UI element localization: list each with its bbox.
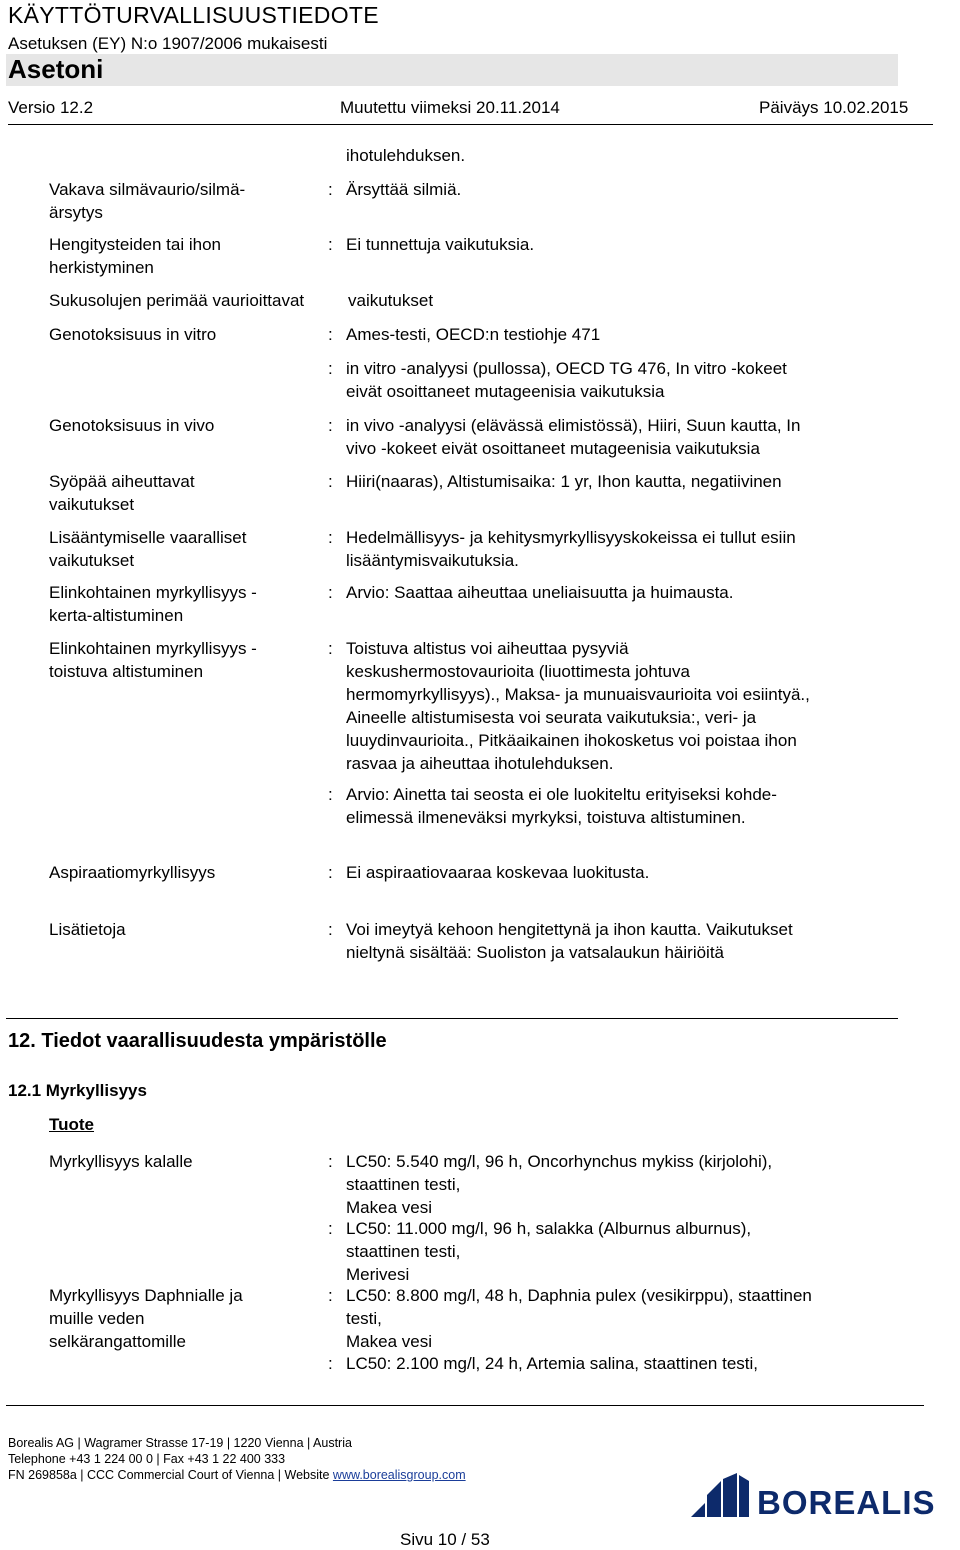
- footer-address: Borealis AG | Wagramer Strasse 17-19 | 1220 Vienna | Austria: [8, 1436, 352, 1450]
- reproductive-value: Hedelmällisyys- ja kehitysmyrkyllisyyskokeissa ei tullut esiin lisääntymisvaikutuksia.: [346, 528, 796, 570]
- revised-date: Muutettu viimeksi 20.11.2014: [340, 98, 560, 117]
- stot-re-value-1: Toistuva altistus voi aiheuttaa pysyviä keskushermostovaurioita (liuottimesta johtuva hermomyrkyllisyys)., Maksa- ja munuaisvaurioita voi esiintyä., Aineelle altistumisesta voi seurata vaikutuksia:, veri- ja luuydinvaurioita., Pitkäaikainen ihokosketus voi poistaa ihon rasvaa ja aiheuttaa ihotulehduksen.: [346, 639, 810, 773]
- genotox-vivo-value: in vivo -analyysi (elävässä elimistössä), Hiiri, Suun kautta, In vivo -kokeet eivät osoittaneet mutageenisia vaikutuksia: [346, 416, 801, 458]
- issue-date: Päiväys 10.02.2015: [759, 98, 909, 117]
- colon: :: [328, 180, 333, 199]
- carcinogenicity-value: Hiiri(naaras), Altistumisaika: 1 yr, Ihon kautta, negatiivinen: [346, 472, 782, 491]
- colon: :: [328, 1219, 333, 1238]
- stot-se-value: Arvio: Saattaa aiheuttaa uneliaisuutta ja huimausta.: [346, 583, 734, 602]
- product-bar: [6, 54, 898, 86]
- colon: :: [328, 863, 333, 882]
- colon: :: [328, 639, 333, 658]
- version-row: [8, 98, 933, 125]
- daphnia-toxicity-label: Myrkyllisyys Daphnialle ja muille veden selkärangattomille: [49, 1286, 243, 1351]
- colon: :: [328, 472, 333, 491]
- product-name: Asetoni: [8, 54, 104, 84]
- colon: :: [328, 1152, 333, 1171]
- borealis-logo-icon: [691, 1473, 749, 1517]
- aspiration-label: Aspiraatiomyrkyllisyys: [49, 863, 216, 882]
- document-title: KÄYTTÖTURVALLISUUSTIEDOTE: [8, 2, 379, 28]
- fish-toxicity-label: Myrkyllisyys kalalle: [49, 1152, 193, 1171]
- eye-damage-value: Ärsyttää silmiä.: [346, 180, 462, 199]
- colon: :: [328, 785, 333, 804]
- fish-toxicity-value-2: LC50: 11.000 mg/l, 96 h, salakka (Alburnus alburnus), staattinen testi, Merivesi: [346, 1219, 752, 1284]
- footer-divider: [6, 1405, 924, 1406]
- stot-se-label: Elinkohtainen myrkyllisyys - kerta-altistuminen: [49, 583, 257, 625]
- colon: :: [328, 1286, 333, 1305]
- fish-toxicity-value-1: LC50: 5.540 mg/l, 96 h, Oncorhynchus mykiss (kirjolohi), staattinen testi, Makea vesi: [346, 1152, 773, 1217]
- stot-re-value-2: Arvio: Ainetta tai seosta ei ole luokiteltu erityiseksi kohde- elimessä ilmeneväksi myrkyksi, toistuva altistuminen.: [346, 785, 777, 827]
- additional-info-value: Voi imeytyä kehoon hengitettynä ja ihon kautta. Vaikutukset nieltynä sisältää: Suoliston ja vatsalaukun häiriöitä: [346, 920, 793, 962]
- colon: :: [328, 235, 333, 254]
- colon: :: [328, 416, 333, 435]
- colon: :: [328, 359, 333, 378]
- eye-damage-label: Vakava silmävaurio/silmä- ärsytys: [49, 180, 246, 222]
- borealis-logo-text: BOREALIS: [757, 1484, 936, 1521]
- daphnia-toxicity-value-2: LC50: 2.100 mg/l, 24 h, Artemia salina, staattinen testi,: [346, 1354, 759, 1373]
- page-number: Sivu 10 / 53: [400, 1530, 490, 1549]
- genotox-vivo-label: Genotoksisuus in vivo: [49, 416, 215, 435]
- colon: :: [328, 325, 333, 344]
- additional-info-label: Lisätietoja: [49, 920, 126, 939]
- mutagenicity-heading: Sukusolujen perimää vaurioittavat: [49, 291, 305, 310]
- colon: :: [328, 583, 333, 602]
- mutagenicity-heading-2: vaikutukset: [348, 291, 434, 310]
- carcinogenicity-label: Syöpää aiheuttavat vaikutukset: [49, 472, 195, 514]
- genotox-vitro-label: Genotoksisuus in vitro: [49, 325, 217, 344]
- genotox-vitro-value-2: in vitro -analyysi (pullossa), OECD TG 476, In vitro -kokeet eivät osoittaneet mutageenisia vaikutuksia: [346, 359, 787, 401]
- footer-registry-text: FN 269858a | CCC Commercial Court of Vienna | Website: [8, 1468, 333, 1482]
- website-link[interactable]: www.borealisgroup.com: [332, 1468, 466, 1482]
- aspiration-value: Ei aspiraatiovaaraa koskevaa luokitusta.: [346, 863, 650, 882]
- sensitisation-label: Hengitysteiden tai ihon herkistyminen: [49, 235, 222, 277]
- version: Versio 12.2: [8, 98, 94, 117]
- genotox-vitro-value-1: Ames-testi, OECD:n testiohje 471: [346, 325, 601, 344]
- daphnia-toxicity-value-1: LC50: 8.800 mg/l, 48 h, Daphnia pulex (vesikirppu), staattinen testi, Makea vesi: [346, 1286, 812, 1351]
- colon: :: [328, 920, 333, 939]
- colon: :: [328, 1354, 333, 1373]
- stot-re-label: Elinkohtainen myrkyllisyys - toistuva altistuminen: [49, 639, 257, 681]
- section-divider: [6, 1018, 898, 1019]
- product-subheading: Tuote: [49, 1115, 95, 1134]
- sensitisation-value: Ei tunnettuja vaikutuksia.: [346, 235, 535, 254]
- footer-phone: Telephone +43 1 224 00 0 | Fax +43 1 22 400 333: [8, 1452, 286, 1466]
- continuation-text: ihotulehduksen.: [346, 146, 466, 165]
- footer-registry: [8, 1468, 466, 1482]
- section-12-1-title: 12.1 Myrkyllisyys: [8, 1081, 147, 1100]
- section-12-title: 12. Tiedot vaarallisuudesta ympäristölle: [8, 1030, 387, 1052]
- colon: :: [328, 528, 333, 547]
- reproductive-label: Lisääntymiselle vaaralliset vaikutukset: [49, 528, 247, 570]
- regulation-subtitle: Asetuksen (EY) N:o 1907/2006 mukaisesti: [8, 34, 328, 53]
